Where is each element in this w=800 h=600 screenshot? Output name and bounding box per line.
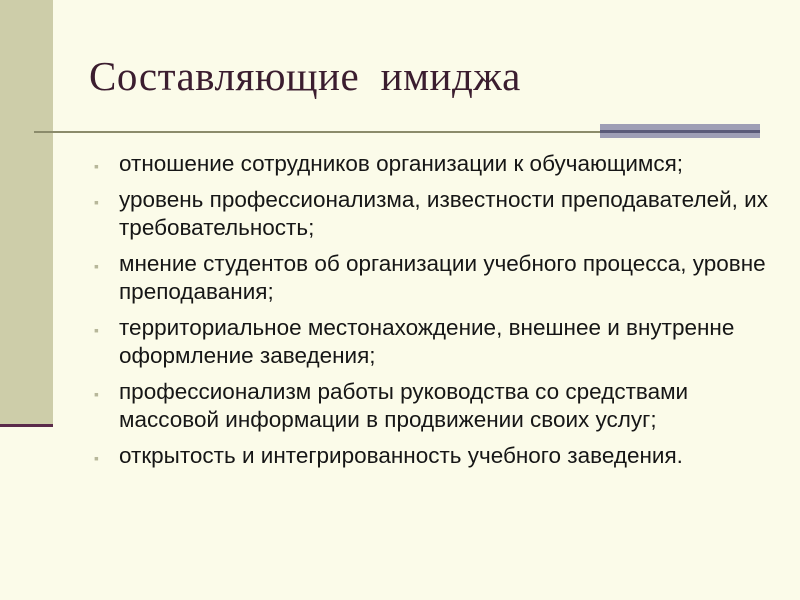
bullet-icon: ▪	[94, 322, 99, 338]
slide-title: Составляющие имиджа	[89, 53, 521, 99]
bullet-text: профессионализм работы руководства со средствами массовой информации в продвижении своих услуг;	[119, 379, 689, 432]
title-divider-line	[34, 131, 604, 133]
bullet-item	[89, 442, 769, 470]
bullet-icon: ▪	[94, 258, 99, 274]
bullet-item	[89, 186, 769, 242]
bullet-item	[89, 150, 769, 178]
bullet-item	[89, 314, 769, 370]
bullet-icon: ▪	[94, 158, 99, 174]
left-decorative-band	[0, 0, 53, 424]
bullet-item	[89, 250, 769, 306]
bullet-text: уровень профессионализма, известности преподавателей, их требовательность;	[119, 187, 768, 240]
bullet-icon: ▪	[94, 450, 99, 466]
bullet-icon: ▪	[94, 194, 99, 210]
bullet-icon: ▪	[94, 386, 99, 402]
bullet-text: территориальное местонахождение, внешнее и внутренне оформление заведения;	[119, 315, 735, 368]
bullet-text: открытость и интегрированность учебного заведения.	[119, 443, 683, 468]
bullet-text: мнение студентов об организации учебного процесса, уровне преподавания;	[119, 251, 766, 304]
title-divider-accent-line	[600, 130, 760, 133]
bullet-item	[89, 378, 769, 434]
bullet-list	[89, 150, 769, 478]
bullet-text: отношение сотрудников организации к обучающимся;	[119, 151, 684, 176]
left-band-underline	[0, 424, 53, 427]
